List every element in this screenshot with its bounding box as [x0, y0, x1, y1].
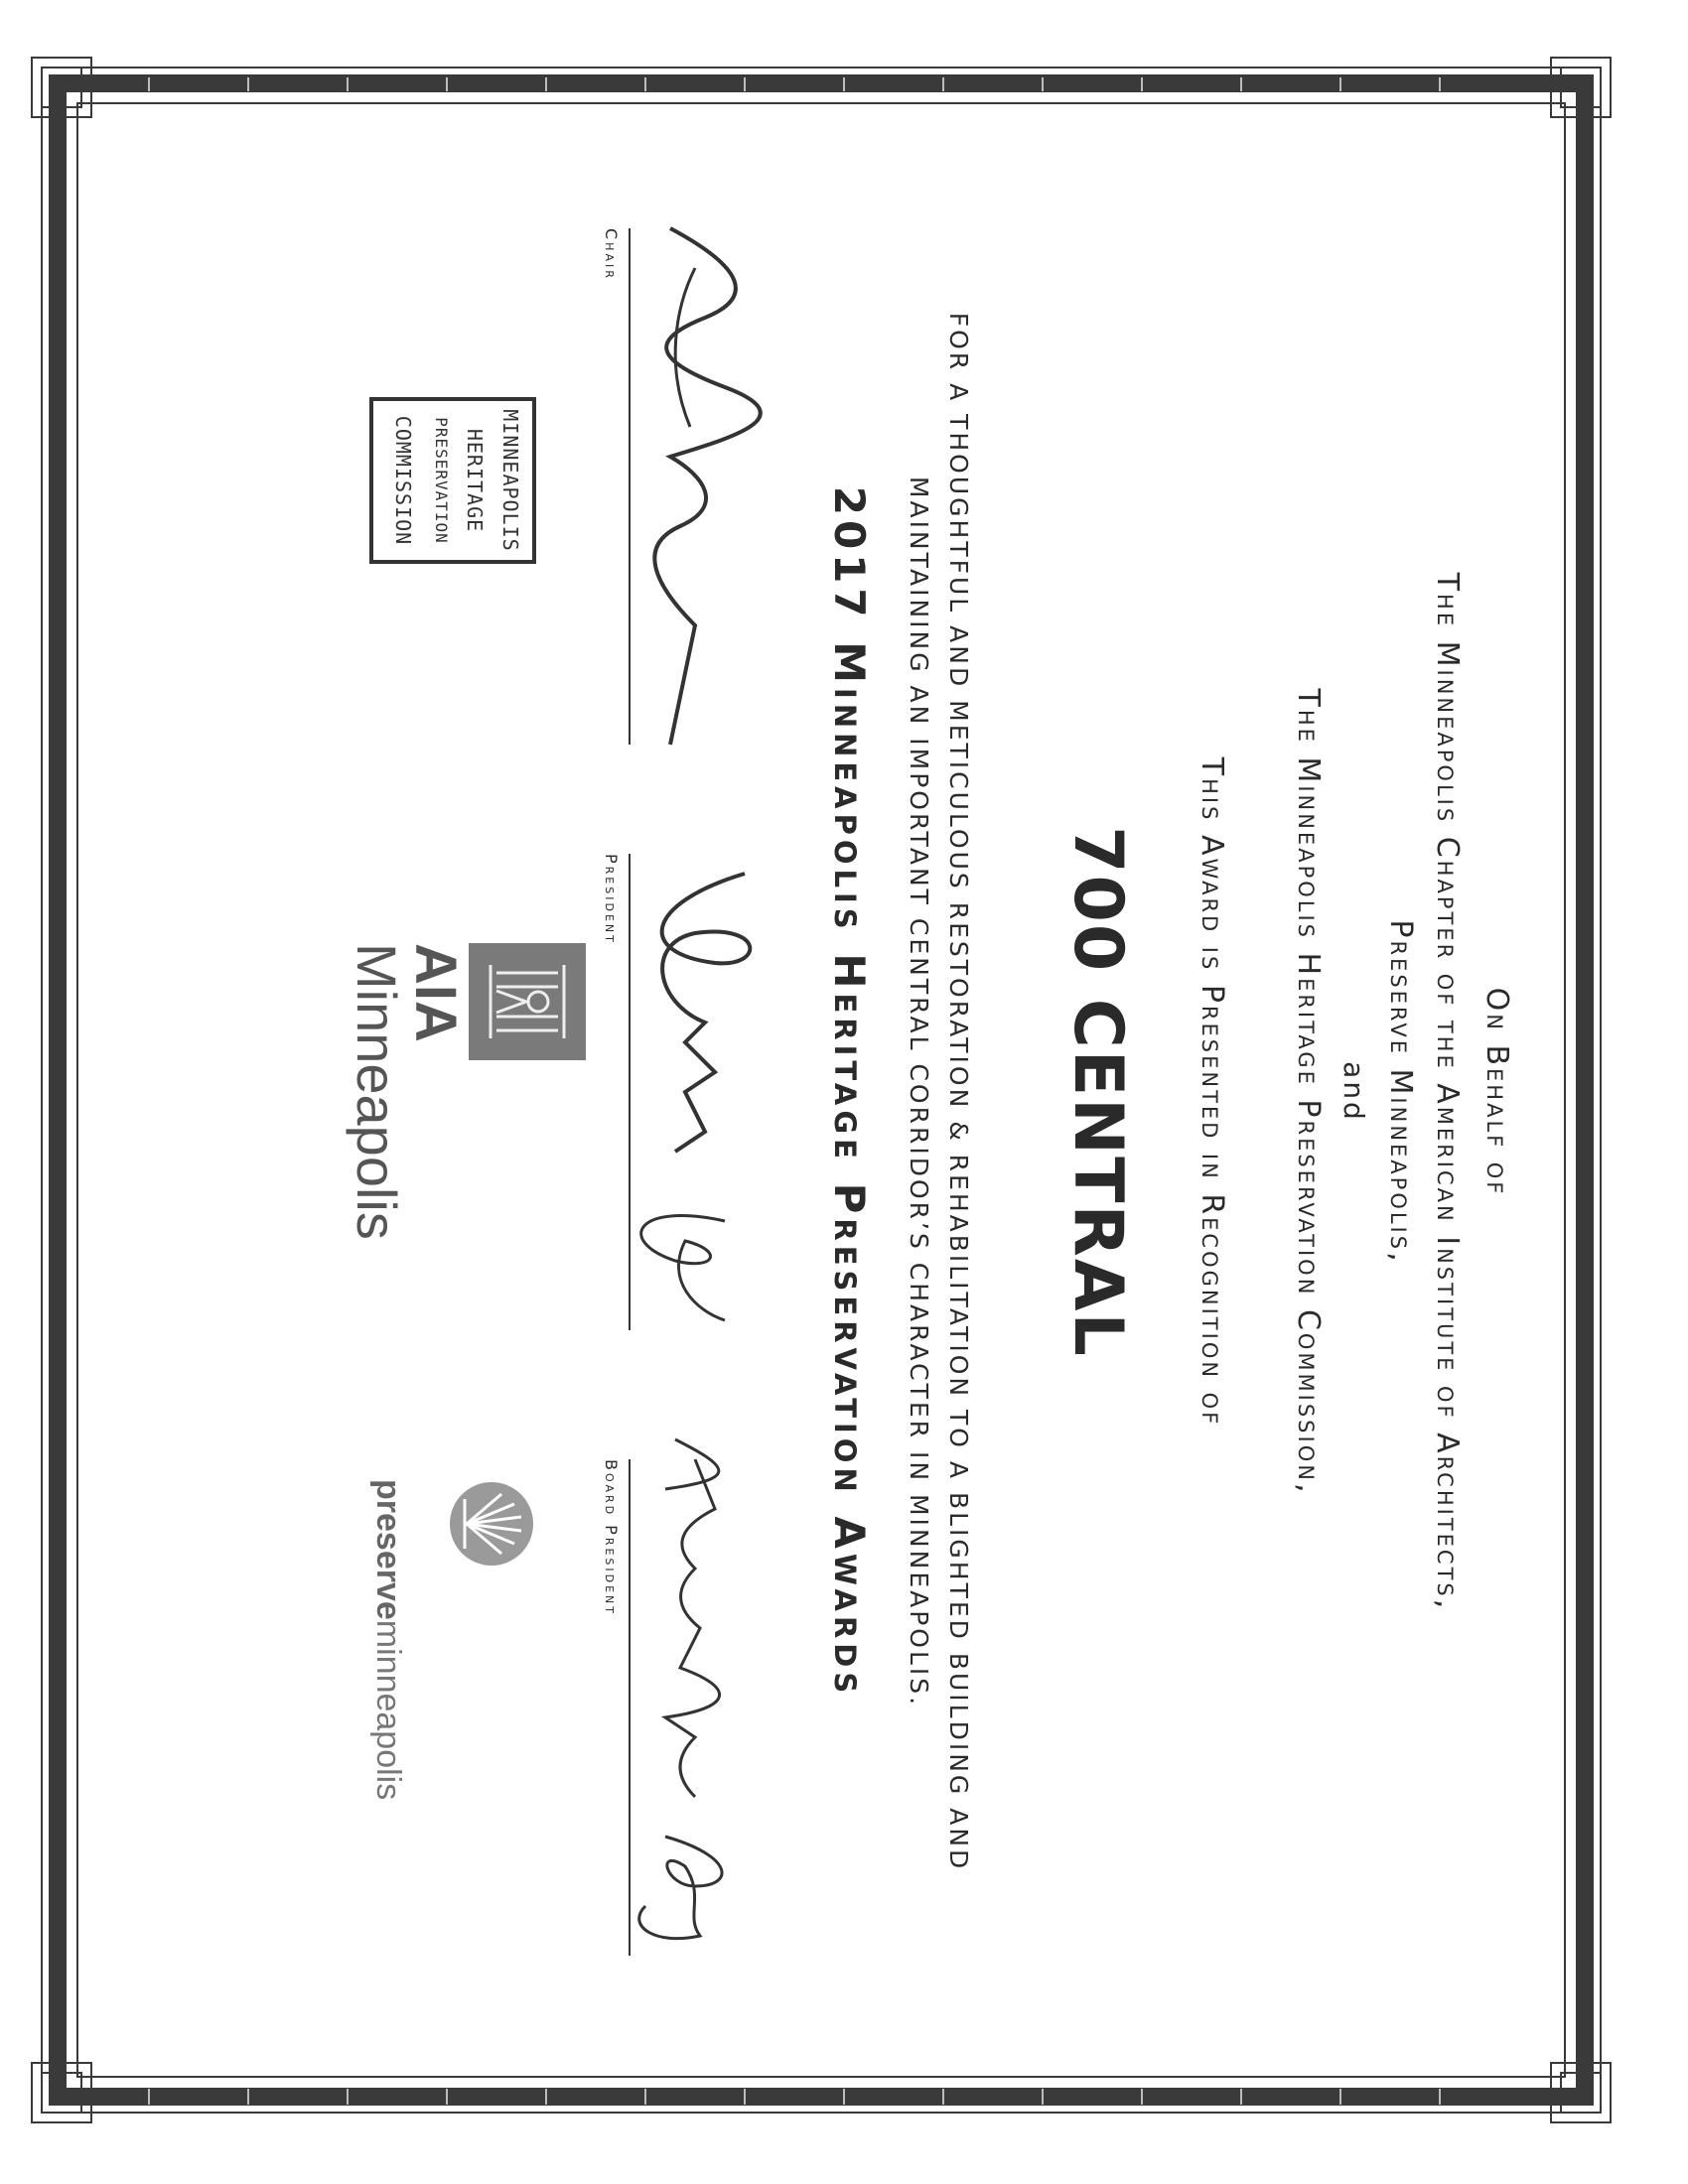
aia-city: Minneapolis	[346, 943, 408, 1240]
aia-minneapolis-logo	[328, 943, 586, 1320]
certificate-body	[79, 69, 1609, 2115]
chair-signature	[626, 208, 765, 764]
org-aia-chapter: The Minneapolis Chapter of the American Institute of Architects,	[1430, 572, 1465, 1612]
aia-column-icon	[469, 943, 586, 1060]
presented-text: This Award is Presented in Recognition of	[1195, 756, 1229, 1428]
conjunction-and: and	[1337, 1061, 1370, 1123]
mhpc-line-3: PRESERVATION	[432, 417, 451, 544]
board-president-signature-line	[629, 1459, 631, 1956]
org-heritage-commission: The Minneapolis Heritage Preservation Commission,	[1291, 688, 1326, 1496]
board-president-signature	[626, 1420, 774, 1976]
president-signature	[616, 844, 784, 1360]
preserve-minneapolis-logo	[298, 1479, 536, 1956]
on-behalf-of: On Behalf of	[1479, 987, 1514, 1197]
preserve-fan-icon	[447, 1479, 536, 1569]
org-preserve-minneapolis: Preserve Minneapolis,	[1383, 919, 1418, 1265]
citation-line-2: MAINTAINING AN IMPORTANT CENTRAL CORRIDOR’S CHARACTER IN MINNEAPOLIS.	[905, 476, 933, 1708]
citation-line-1: FOR A THOUGHTFUL AND METICULOUS RESTORATION & REHABILITATION TO A BLIGHTED BUILDING AND	[944, 312, 973, 1872]
chair-signature-line	[629, 228, 631, 745]
aia-name: AIA	[403, 943, 468, 1042]
mhpc-line-1: MINNEAPOLIS	[498, 409, 522, 552]
board-president-label: Board President	[602, 1459, 621, 1617]
project-name: 700 CENTRAL	[1058, 826, 1137, 1358]
president-label: President	[602, 854, 621, 945]
preserve-wordmark	[368, 1479, 407, 1800]
chair-label: Chair	[602, 228, 621, 281]
president-signature-line	[629, 854, 631, 1330]
preserve-city: minneapolis	[369, 1619, 407, 1801]
preserve-word: preserve	[369, 1479, 407, 1620]
mhpc-line-4: COMMISSION	[391, 415, 415, 546]
award-title: 2017 Minneapolis Heritage Preservation Awards	[825, 485, 874, 1699]
mhpc-line-2: HERITAGE	[463, 428, 487, 533]
mhpc-logo	[369, 397, 536, 564]
